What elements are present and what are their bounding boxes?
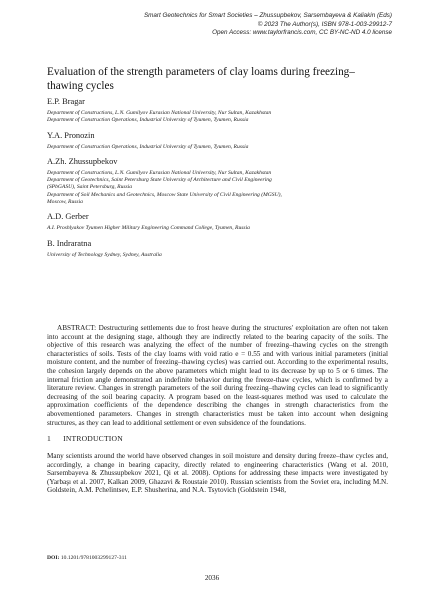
header-copyright: © 2023 The Author(s), ISBN 978-1-003-29912-7 [257,20,392,28]
author-affiliation: A.I. Proshlyakov Tyumen Higher Military Engineering Command College, Tyumen, Russia [47,225,250,232]
author-block [47,239,387,259]
doi-label: DOI: [47,555,60,561]
author-affiliation: Department of Soil Mechanics and Geotechnics, Moscow State University of Civil Engineering (MGSU), [47,191,282,198]
author-block [47,97,387,125]
abstract-paragraph: ABSTRACT: Destructuring settlements due to frost heave during the structures' exploitation are often not taken into account at the designing stage, although they are indirectly related to the bearing capacity of the soils. The objective of this research was analyzing the effect of the number of freezing–thawing cycles on the strength characteristics of soils. Tests of the clay loams with void ratio e = 0.55 and with various initial parameters (initial moisture content, and the number of freezing–thawing cycles) was carried out. According to the experimental results, the cohesion largely depends on the above parameters which might lead to its decrease by up to 5 or 6 times. The internal friction angle demonstrated an indefinite behavior during the freeze-thaw cycles, which is confirmed by a literature review. Changes in strength parameters of the soil during freezing–thawing cycles can lead to significantly decreasing of the soil bearing capacity. A program based on the least-squares method was used to calculate the approximation coefficients of the dependence describing the changes in strength characteristics from the abovementioned parameters. Changes in strength characteristics must be taken into account when designing structures, as they can lead to additional settlement or even subsidence of the foundations. [47,324,388,427]
header-license: Open Access: www.taylorfrancis.com, CC BY-NC-ND 4.0 license [212,29,392,37]
introduction-paragraph: Many scientists around the world have observed changes in soil moisture and density during freeze–thaw cycles and, accordingly, a change in bearing capacity, directly related to engineering characteristics (Wang et al. 2010, Sarsembayeva & Zhussupbekov 2021, Qi et al. 2008). Options for addressing these impacts were investigated by (Yarbaşı et al. 2007, Kalkan 2009, Ghazavi & Roustaie 2010). Russian scientists from the Soviet era, including M.N. Goldstein, A.M. Pchelintsev, E.P. Shusherina, and N.A. Tsytovich (Goldstein 1948, [47,452,388,495]
doi-line [47,555,127,561]
paper-title: Evaluation of the strength parameters of clay loams during freezing–thawing cycles [47,66,355,92]
author-affiliation: University of Technology Sydney, Sydney, Australia [47,251,162,258]
author-affiliation: Moscow, Russia [47,199,83,206]
running-header [144,12,392,38]
doi-value: 10.1201/9781003299127-311 [60,555,127,561]
author-affiliation: Department of Constructions, L.N. Gumilyov Eurasian National University, Nur Sultan, Kazakhstan [47,169,272,176]
header-book-title: Smart Geotechnics for Smart Societies – Zhussupbekov, Sarsembayeva & Kaliakin (Eds) [143,12,392,19]
author-affiliation: Department of Construction Operations, Industrial University of Tyumen, Tyumen, Russia [47,143,249,150]
author-name: E.P. Bragar [47,97,85,106]
author-name: A.D. Gerber [47,212,89,222]
section-title: INTRODUCTION [63,434,123,443]
author-affiliation: Department of Geotechnics, Saint Petersburg State University of Architecture and Civil Engineering [47,177,272,184]
author-affiliation: Department of Construction Operations, Industrial University of Tyumen, Tyumen, Russia [47,117,249,124]
page-number: 2036 [204,574,220,582]
author-name: A.Zh. Zhussupbekov [47,156,118,166]
author-name: Y.A. Pronozin [47,130,95,140]
author-block [47,212,387,232]
author-list [47,97,387,265]
author-affiliation: Department of Constructions, L.N. Gumilyov Eurasian National University, Nur Sultan, Kazakhstan [47,110,272,116]
author-block [47,131,387,151]
author-block [47,157,387,206]
author-name: B. Indraratna [47,238,92,248]
section-heading [47,434,123,443]
section-number: 1 [47,434,51,443]
author-affiliation: (SPbGASU), Saint Petersburg, Russia [47,184,133,191]
